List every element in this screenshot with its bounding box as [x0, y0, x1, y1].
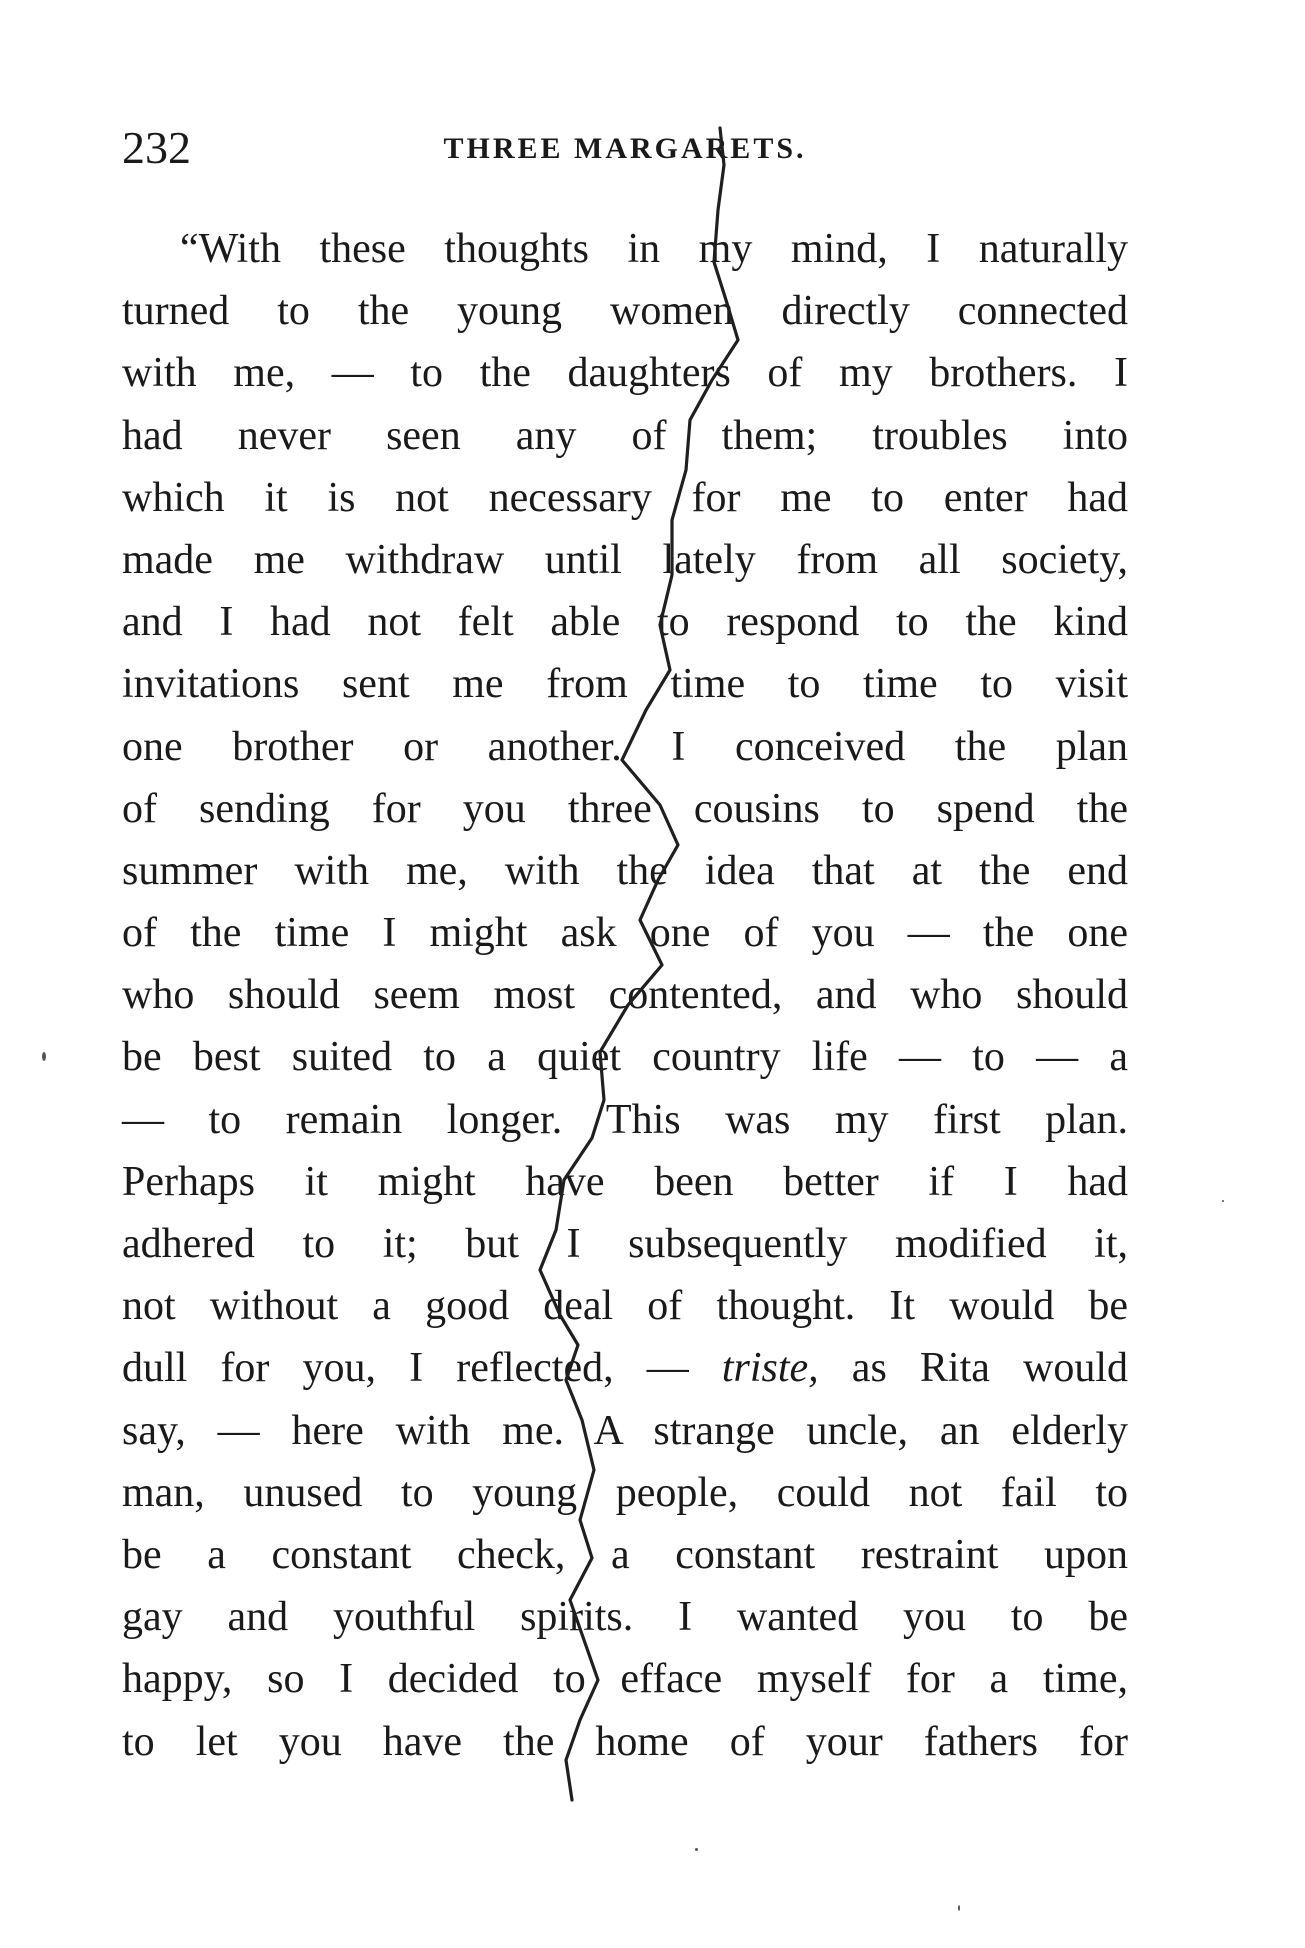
- text-fragment: as Rita would: [818, 1345, 1128, 1392]
- text-line: and I had not felt able to respond to the kind: [122, 599, 1128, 646]
- italic-word: triste,: [721, 1345, 819, 1392]
- text-line: not without a good deal of thought. It would be: [122, 1283, 1128, 1330]
- text-line: adhered to it; but I subsequently modified it,: [122, 1221, 1128, 1267]
- paper-speck: [695, 1848, 698, 1851]
- text-line: one brother or another. I conceived the plan: [122, 723, 1128, 770]
- page-header: [122, 118, 1128, 178]
- text-line: who should seem most contented, and who should: [122, 972, 1128, 1019]
- text-line: say, — here with me. A strange uncle, an elderly: [122, 1407, 1128, 1454]
- text-line: happy, so I decided to efface myself for a time,: [122, 1656, 1128, 1703]
- text-line: had never seen any of them; troubles into: [122, 412, 1128, 459]
- text-line: be best suited to a quiet country life — to — a: [122, 1034, 1128, 1081]
- text-line: which it is not necessary for me to enter had: [122, 474, 1128, 521]
- text-line: “With these thoughts in my mind, I naturally: [180, 226, 1128, 272]
- running-title: THREE MARGARETS.: [443, 132, 807, 165]
- text-line: of sending for you three cousins to spend the: [122, 785, 1128, 832]
- text-line: of the time I might ask one of you — the one: [122, 910, 1128, 957]
- text-line: turned to the young women directly connected: [122, 288, 1128, 335]
- text-line: summer with me, with the idea that at the end: [122, 847, 1128, 894]
- page-number: 232: [122, 122, 191, 173]
- text-line: be a constant check, a constant restraint upon: [122, 1531, 1128, 1578]
- text-line: man, unused to young people, could not fail to: [122, 1469, 1128, 1516]
- text-line: with me, — to the daughters of my brothers. I: [122, 350, 1128, 397]
- text-line: Perhaps it might have been better if I had: [122, 1158, 1128, 1205]
- text-line: gay and youthful spirits. I wanted you to be: [122, 1594, 1128, 1641]
- text-line: made me withdraw until lately from all society,: [122, 536, 1128, 583]
- text-line: to let you have the home of your fathers for: [122, 1718, 1128, 1765]
- text-line-with-italic: [122, 1337, 1128, 1399]
- text-line: invitations sent me from time to time to visit: [122, 661, 1128, 708]
- paper-speck: [1222, 1200, 1224, 1202]
- text-fragment: dull for you, I reflected, —: [122, 1345, 722, 1392]
- paper-speck: [958, 1905, 960, 1911]
- paper-speck: [42, 1052, 46, 1061]
- text-line: — to remain longer. This was my first plan.: [122, 1096, 1128, 1143]
- body-text: [122, 218, 1128, 1773]
